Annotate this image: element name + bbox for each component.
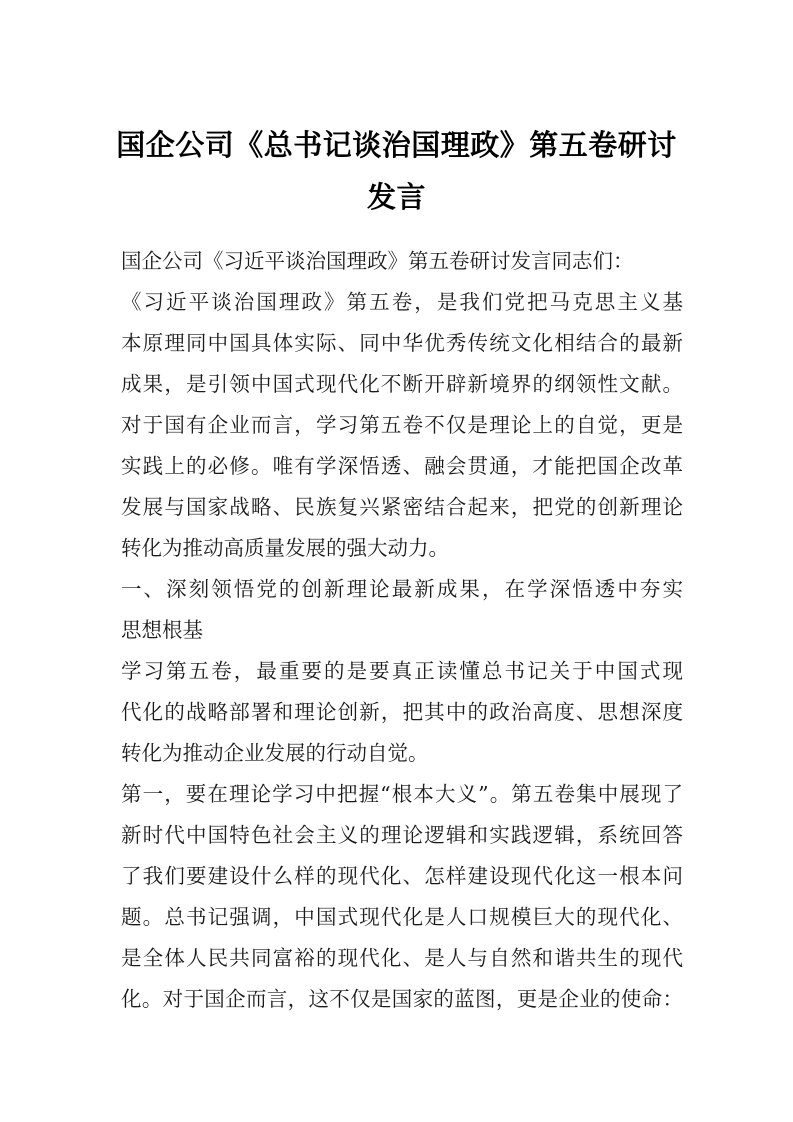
body-line-16: 了我们要建设什么样的现代化、怎样建设现代化这一根本问: [121, 864, 683, 888]
section-heading-line-1: 一、深刻领悟党的创新理论最新成果，在学深悟透中夯实: [121, 577, 683, 601]
title-line-2: 发言: [366, 180, 426, 214]
title-line-1: 国企公司《总书记谈治国理政》第五卷研讨: [116, 128, 677, 162]
body-line-18: 是全体人民共同富裕的现代化、是人与自然和谐共生的现代: [121, 946, 683, 970]
body-line-11: 学习第五卷，最重要的是要真正读懂总书记关于中国式现: [121, 659, 683, 683]
body-line-3: 本原理同中国具体实际、同中华优秀传统文化相结合的最新: [121, 331, 683, 355]
body-line-2: 《习近平谈治国理政》第五卷，是我们党把马克思主义基: [121, 290, 683, 314]
body-line-15: 新时代中国特色社会主义的理论逻辑和实践逻辑，系统回答: [121, 823, 683, 847]
body-line-17: 题。总书记强调，中国式现代化是人口规模巨大的现代化、: [121, 905, 683, 929]
document-title: [110, 119, 683, 223]
body-line-12: 代化的战略部署和理论创新，把其中的政治高度、思想深度: [121, 700, 683, 724]
section-heading-line-2: 思想根基: [121, 618, 203, 642]
document-body: [121, 241, 683, 1020]
body-line-1: 国企公司《习近平谈治国理政》第五卷研讨发言同志们：: [121, 249, 634, 273]
body-line-19: 化。对于国企而言，这不仅是国家的蓝图，更是企业的使命：: [121, 987, 683, 1011]
body-line-6: 实践上的必修。唯有学深悟透、融会贯通，才能把国企改革: [121, 454, 683, 478]
body-line-5: 对于国有企业而言，学习第五卷不仅是理论上的自觉，更是: [121, 413, 683, 437]
body-line-4: 成果，是引领中国式现代化不断开辟新境界的纲领性文献。: [121, 372, 683, 396]
body-line-13: 转化为推动企业发展的行动自觉。: [121, 741, 429, 765]
body-line-7: 发展与国家战略、民族复兴紧密结合起来，把党的创新理论: [121, 495, 683, 519]
body-line-14: 第一，要在理论学习中把握“根本大义”。第五卷集中展现了: [121, 782, 683, 806]
body-line-8: 转化为推动高质量发展的强大动力。: [121, 536, 449, 560]
